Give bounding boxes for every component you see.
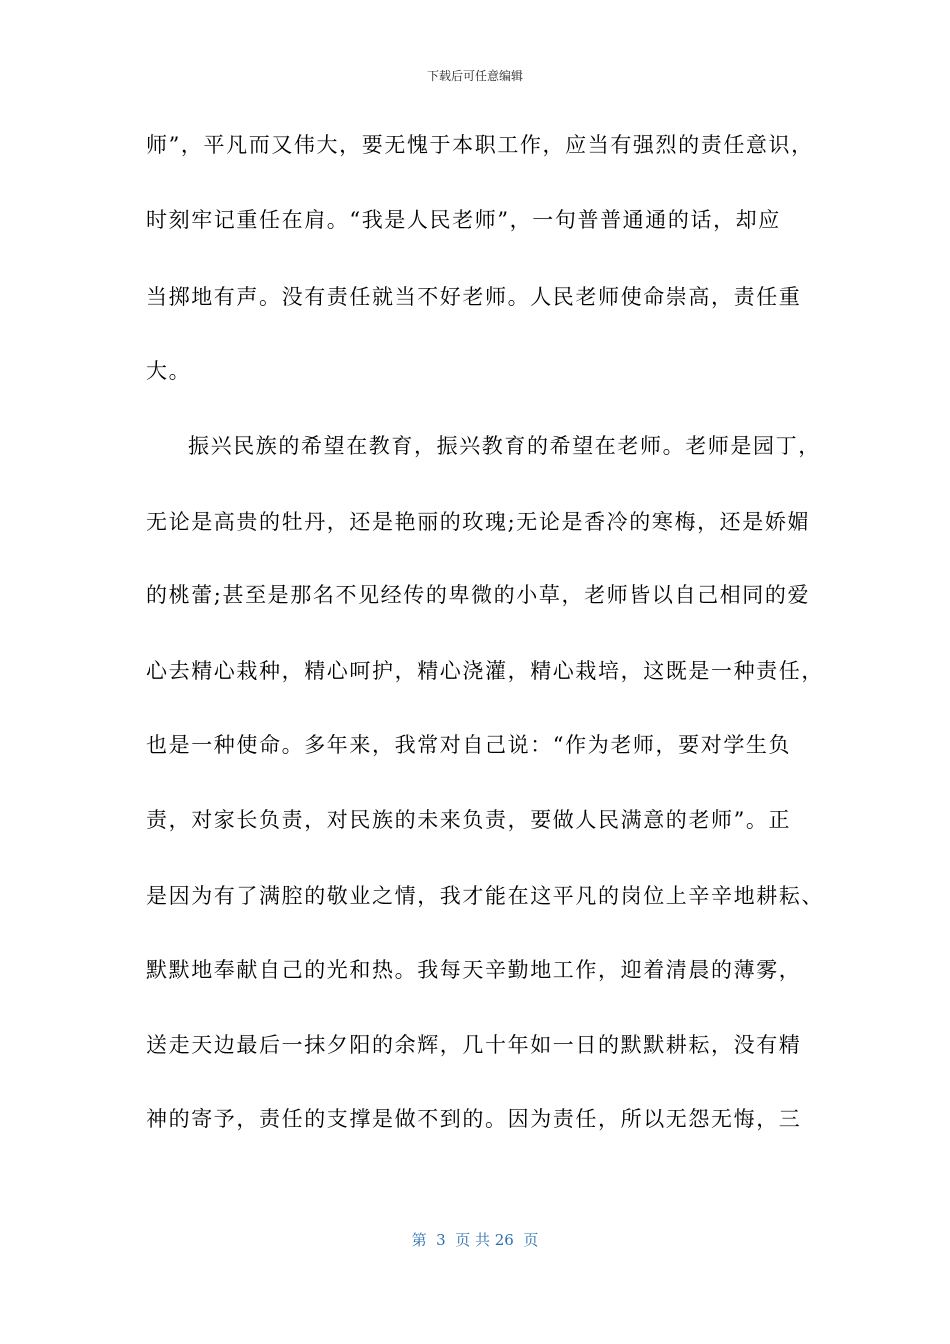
paragraph-first-line: 振兴民族的希望在教育，振兴教育的希望在老师。老师是园丁，: [188, 434, 821, 458]
body-line: 默默地奉献自己的光和热。我每天辛勤地工作，迎着清晨的薄雾，: [146, 958, 802, 982]
header-note: 下载后可任意编辑: [426, 69, 523, 83]
body-line: 大。: [146, 359, 192, 383]
body-line: 无论是高贵的牡丹，还是艳丽的玫瑰;无论是香冷的寒梅，还是娇媚: [146, 510, 811, 534]
body-line: 的桃蕾;甚至是那名不见经传的卑微的小草，老师皆以自己相同的爱: [146, 583, 811, 607]
body-line: 是因为有了满腔的敬业之情，我才能在这平凡的岗位上辛辛地耕耘、: [146, 884, 824, 908]
body-line: 送走天边最后一抹夕阳的余辉，几十年如一日的默默耕耘，没有精: [146, 1033, 802, 1057]
body-line: 神的寄予，责任的支撑是做不到的。因为责任，所以无怨无悔，三: [146, 1107, 802, 1131]
body-line: 当掷地有声。没有责任就当不好老师。人民老师使命崇高，责任重: [146, 285, 802, 309]
body-line: 师”，平凡而又伟大，要无愧于本职工作，应当有强烈的责任意识，: [146, 133, 814, 157]
body-line: 时刻牢记重任在肩。“我是人民老师”，一句普普通通的话，却应: [146, 208, 781, 232]
body-line: 也是一种使命。多年来，我常对自己说：“作为老师，要对学生负: [146, 733, 792, 757]
page-number-footer: 第 3 页 共 26 页: [411, 1231, 539, 1249]
body-line: 责，对家长负责，对民族的未来负责，要做人民满意的老师”。正: [146, 808, 792, 832]
body-line: 心去精心栽种，精心呵护，精心浇灌，精心栽培，这既是一种责任，: [146, 659, 824, 683]
